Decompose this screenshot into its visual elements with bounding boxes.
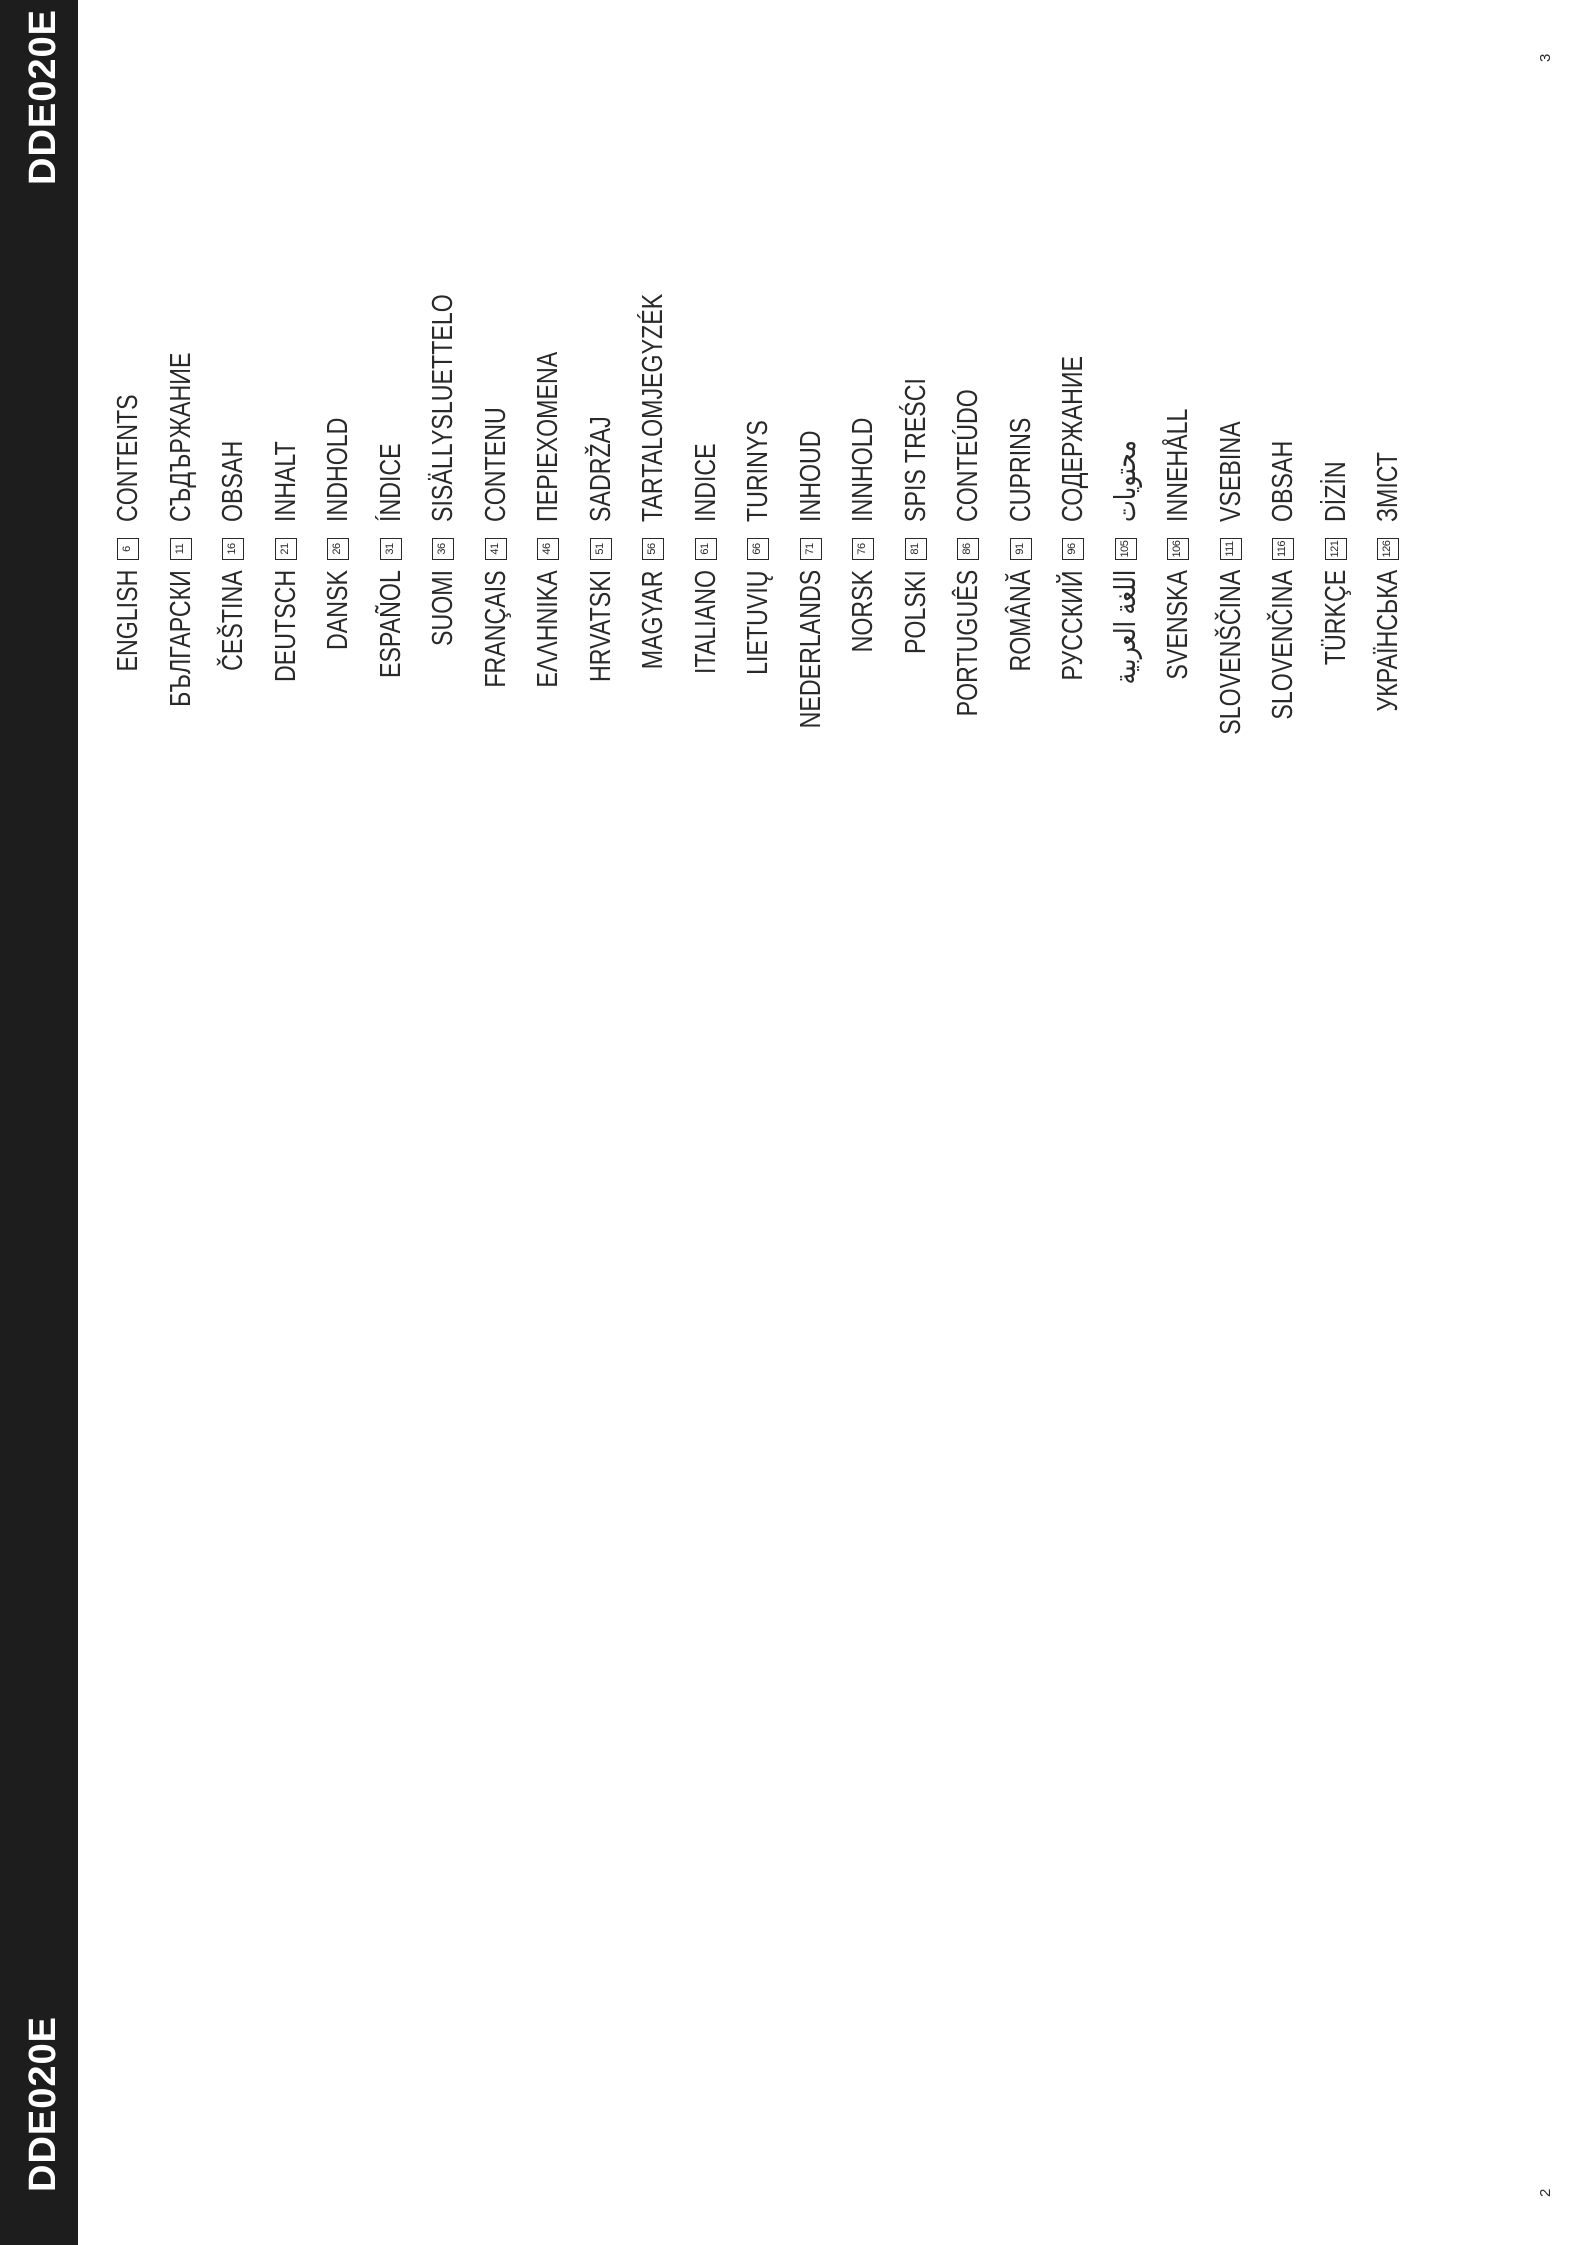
contents-row[interactable] [1368,310,1408,780]
contents-row[interactable] [371,310,411,780]
contents-title: SPIS TREŚCI [899,378,932,522]
contents-title: INNHOLD [847,417,879,522]
contents-title: INHOUD [794,430,827,522]
language-name: SLOVENŠČINA [1214,570,1247,736]
language-name: HRVATSKI [584,570,617,683]
language-name: FRANÇAIS [479,570,512,688]
page-number-box: 56 [642,538,664,560]
contents-title: INHALT [269,441,302,522]
page-number-box: 96 [1062,538,1084,560]
contents-title: محتويات [1109,440,1142,522]
contents-title: OBSAH [217,440,249,522]
contents-title: VSEBINA [1214,421,1247,522]
contents-row[interactable] [738,310,778,780]
contents-title: СЪДЪРЖАНИЕ [164,352,197,522]
page-number-box: 46 [537,538,559,560]
page-number-box: 16 [222,538,244,560]
contents-row[interactable] [948,310,988,780]
page-number-box: 51 [590,538,612,560]
page-number-box: 41 [485,538,507,560]
contents-title: TARTALOMJEGYZÉK [637,293,669,522]
page-number-box: 126 [1377,538,1399,560]
language-name: PORTUGUÊS [952,570,984,717]
contents-title: CONTEÚDO [952,389,984,522]
page-number-right: 3 [1537,53,1554,62]
page-number-box: 105 [1115,538,1137,560]
contents-row[interactable] [528,310,568,780]
page-number-left: 2 [1537,2188,1554,2197]
page-number-box: 76 [852,538,874,560]
page-number-box: 71 [800,538,822,560]
contents-title: INDHOLD [322,417,354,522]
contents-row[interactable] [1158,310,1198,780]
language-name: POLSKI [899,570,932,654]
contents-title: SISÄLLYSLUETTELO [427,294,459,522]
language-name: LIETUVIŲ [742,570,774,675]
contents-row[interactable] [896,310,936,780]
contents-row[interactable] [1053,310,1093,780]
page-number-box: 66 [747,538,769,560]
contents-row[interactable] [1263,310,1303,780]
contents-row[interactable] [1106,310,1146,780]
language-name: ENGLISH [112,570,144,672]
contents-title: CONTENU [479,407,512,522]
contents-row[interactable] [266,310,306,780]
contents-title: СОДЕРЖАНИЕ [1057,356,1089,522]
language-name: SVENSKA [1162,570,1194,680]
contents-row[interactable] [318,310,358,780]
language-name: ROMÂNĂ [1004,570,1037,672]
page-number-box: 11 [170,538,192,560]
page-number-box: 121 [1325,538,1347,560]
page-number-box: 36 [432,538,454,560]
model-number-bottom: DDE020E [22,2016,64,2192]
contents-title: INNEHÅLL [1162,408,1194,522]
contents-row[interactable] [581,310,621,780]
contents-title: DİZİN [1319,461,1352,522]
language-name: TÜRKÇE [1319,570,1352,666]
page-number-box: 31 [380,538,402,560]
black-side-bar [0,0,78,2245]
page-number-box: 86 [957,538,979,560]
contents-row[interactable] [633,293,673,780]
contents-row[interactable] [161,310,201,780]
language-name: ESPAÑOL [374,570,407,678]
language-name: ΕΛΛΗΝΙΚΑ [532,570,564,688]
contents-row[interactable] [476,310,516,780]
language-name: SUOMI [427,570,459,647]
contents-row[interactable] [1211,310,1251,780]
contents-title: ΠΕΡΙΕΧΟΜΕΝΑ [532,351,564,522]
language-name: NORSK [847,570,879,653]
contents-title: INDICE [689,443,722,522]
contents-title: CONTENTS [112,394,144,522]
model-number-top: DDE020E [22,9,64,185]
contents-row[interactable] [686,310,726,780]
language-name: اللغة العربية [1109,570,1142,685]
language-name: БЪЛГАРСКИ [164,570,197,707]
language-name: DEUTSCH [269,570,302,683]
page-number-box: 81 [905,538,927,560]
contents-title: OBSAH [1267,440,1299,522]
page-number-box: 116 [1272,538,1294,560]
page-number-box: 6 [117,538,139,560]
page-number-box: 61 [695,538,717,560]
page-number-box: 21 [275,538,297,560]
language-name: DANSK [322,570,354,650]
contents-row[interactable] [1316,310,1356,780]
contents-row[interactable] [843,310,883,780]
language-name: SLOVENČINA [1267,570,1299,720]
page-number-box: 91 [1010,538,1032,560]
page-number-box: 111 [1220,538,1242,560]
contents-title: ЗМІСТ [1372,452,1404,522]
contents-title: SADRŽAJ [584,416,617,522]
contents-row[interactable] [791,310,831,780]
language-name: РУССКИЙ [1057,570,1089,681]
page-number-box: 106 [1167,538,1189,560]
contents-row[interactable] [423,294,463,780]
contents-title: ÍNDICE [374,443,407,522]
language-name: ČEŠTINA [217,570,249,671]
language-name: MAGYAR [637,570,669,669]
contents-row[interactable] [108,310,148,780]
page-number-box: 26 [327,538,349,560]
language-name: ITALIANO [689,570,722,674]
contents-row[interactable] [1001,310,1041,780]
language-name: УКРАЇНСЬКА [1372,570,1404,712]
language-name: NEDERLANDS [794,570,827,729]
contents-title: CUPRINS [1004,417,1037,522]
contents-title: TURINYS [742,420,774,522]
contents-row[interactable] [213,310,253,780]
